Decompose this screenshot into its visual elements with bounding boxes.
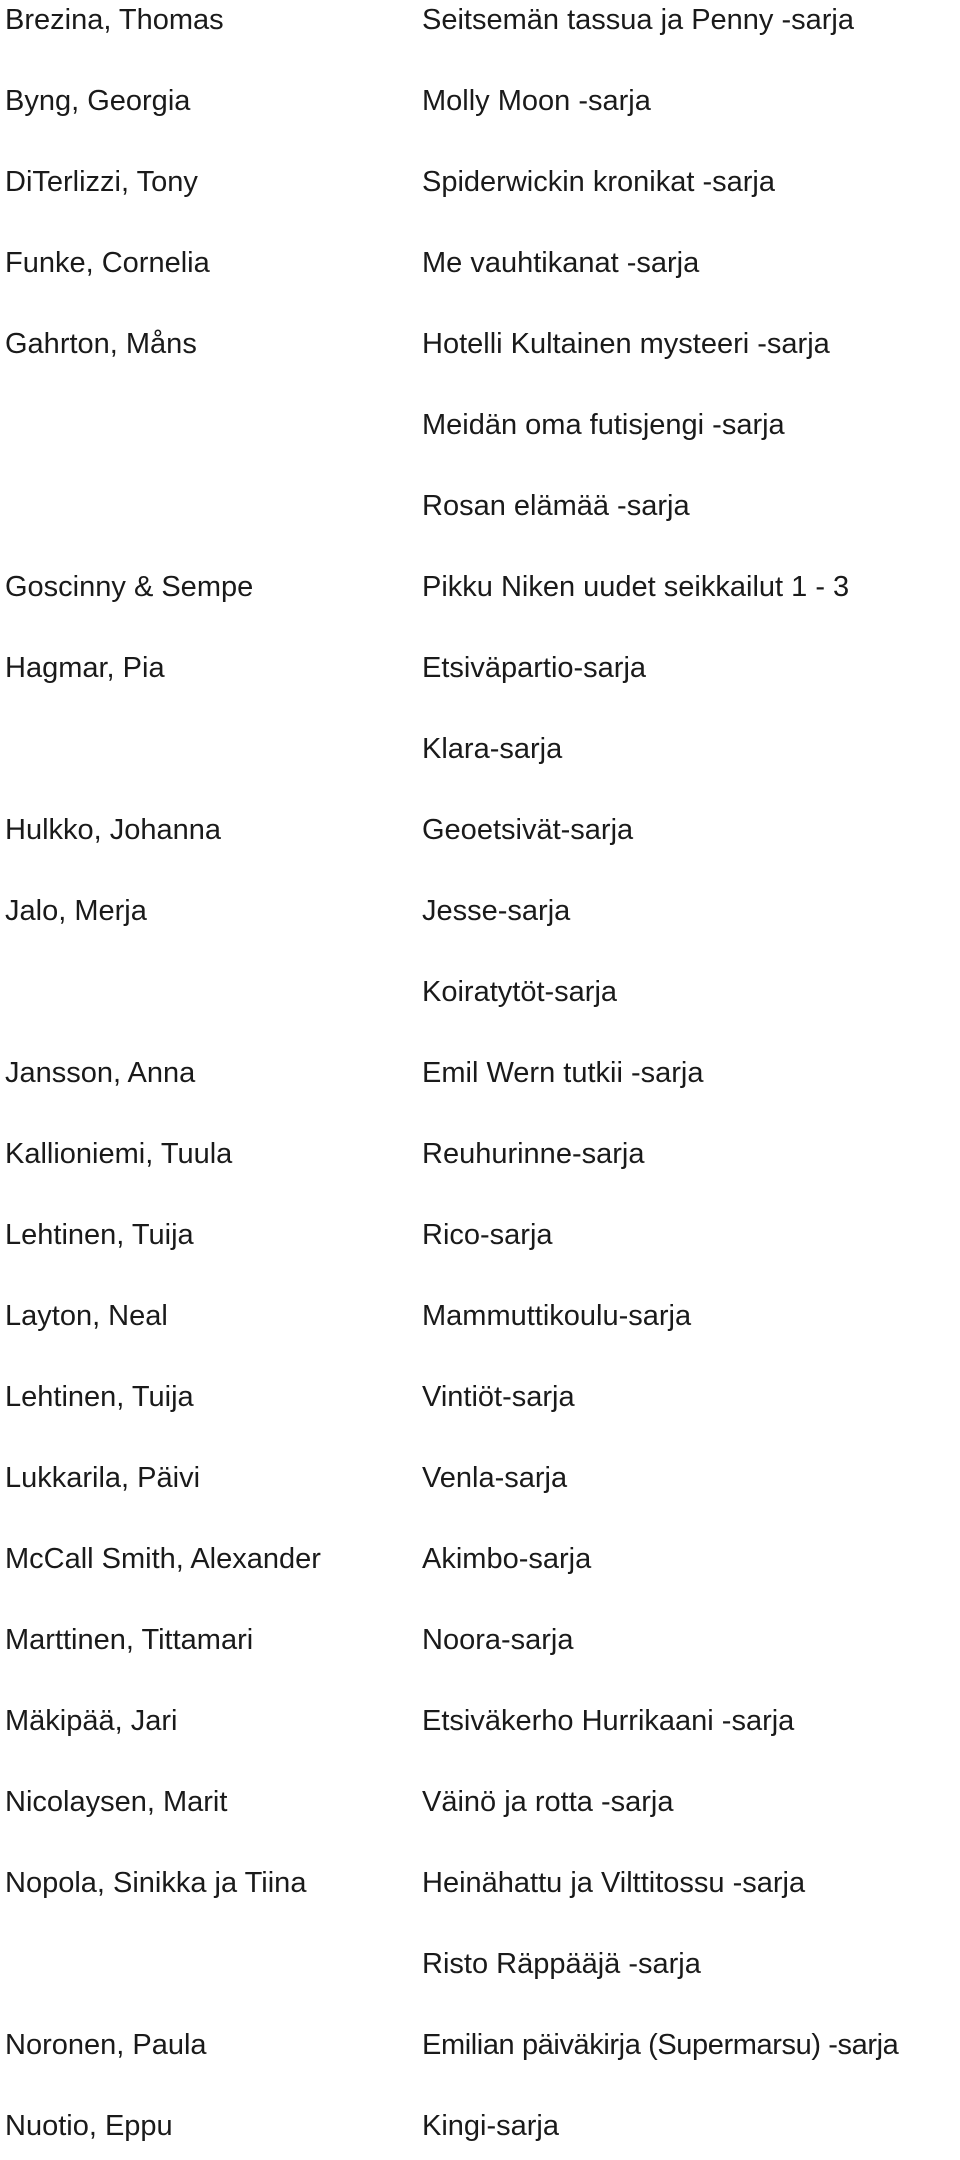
list-row [0,1539,960,1620]
series-title: Me vauhtikanat -sarja [422,247,700,279]
series-title: Mammuttikoulu-sarja [422,1300,692,1332]
list-row [0,1701,960,1782]
author-name: Noronen, Paula [5,2029,207,2061]
author-name: Hulkko, Johanna [5,814,222,846]
author-name: Jansson, Anna [5,1057,196,1089]
author-name: Mäkipää, Jari [5,1705,178,1737]
list-row [0,1458,960,1539]
author-name: Nicolaysen, Marit [5,1786,228,1818]
series-title: Hotelli Kultainen mysteeri -sarja [422,328,830,360]
author-name: Brezina, Thomas [5,4,224,36]
author-name: Layton, Neal [5,1300,168,1332]
series-title: Pikku Niken uudet seikkailut 1 - 3 [422,571,850,603]
list-row [0,1296,960,1377]
series-title: Rosan elämää -sarja [422,490,690,522]
author-name: Jalo, Merja [5,895,147,927]
list-row [0,1944,960,2025]
list-row [0,810,960,891]
list-row [0,1053,960,1134]
list-row [0,0,960,81]
list-row [0,324,960,405]
list-row [0,1377,960,1458]
list-row [0,2025,960,2106]
series-title: Meidän oma futisjengi -sarja [422,409,785,441]
author-name: Nopola, Sinikka ja Tiina [5,1867,307,1899]
series-title: Rico-sarja [422,1219,553,1251]
list-row [0,972,960,1053]
list-row [0,1620,960,1701]
author-name: Funke, Cornelia [5,247,210,279]
series-title: Seitsemän tassua ja Penny -sarja [422,4,854,36]
author-name: Hagmar, Pia [5,652,165,684]
series-title: Väinö ja rotta -sarja [422,1786,674,1818]
list-row [0,1863,960,1944]
author-name: Byng, Georgia [5,85,191,117]
author-name: DiTerlizzi, Tony [5,166,198,198]
list-row [0,2106,960,2160]
list-row [0,486,960,567]
list-row [0,162,960,243]
author-name: McCall Smith, Alexander [5,1543,321,1575]
series-title: Klara-sarja [422,733,563,765]
list-row [0,81,960,162]
author-name: Gahrton, Måns [5,328,197,360]
author-name: Lehtinen, Tuija [5,1381,194,1413]
author-name: Kallioniemi, Tuula [5,1138,233,1170]
list-row [0,729,960,810]
series-title: Emil Wern tutkii -sarja [422,1057,704,1089]
series-title: Kingi-sarja [422,2110,559,2142]
series-title: Spiderwickin kronikat -sarja [422,166,775,198]
list-row [0,243,960,324]
series-title: Koiratytöt-sarja [422,976,618,1008]
series-title: Reuhurinne-sarja [422,1138,645,1170]
series-title: Etsiväkerho Hurrikaani -sarja [422,1705,795,1737]
series-title: Vintiöt-sarja [422,1381,575,1413]
author-name: Goscinny & Sempe [5,571,254,603]
list-row [0,891,960,972]
list-row [0,648,960,729]
author-name: Lehtinen, Tuija [5,1219,194,1251]
series-title: Molly Moon -sarja [422,85,651,117]
series-title: Etsiväpartio-sarja [422,652,647,684]
series-title: Noora-sarja [422,1624,574,1656]
series-title: Akimbo-sarja [422,1543,592,1575]
author-name: Marttinen, Tittamari [5,1624,254,1656]
author-name: Nuotio, Eppu [5,2110,173,2142]
list-row [0,1782,960,1863]
series-title: Jesse-sarja [422,895,571,927]
list-row [0,1134,960,1215]
list-row [0,1215,960,1296]
author-name: Lukkarila, Päivi [5,1462,201,1494]
series-title: Emilian päiväkirja (Supermarsu) -sarja [422,2029,899,2061]
list-row [0,567,960,648]
series-title: Geoetsivät-sarja [422,814,634,846]
series-title: Risto Räppääjä -sarja [422,1948,701,1980]
list-row [0,405,960,486]
series-title: Venla-sarja [422,1462,568,1494]
series-title: Heinähattu ja Vilttitossu -sarja [422,1867,806,1899]
